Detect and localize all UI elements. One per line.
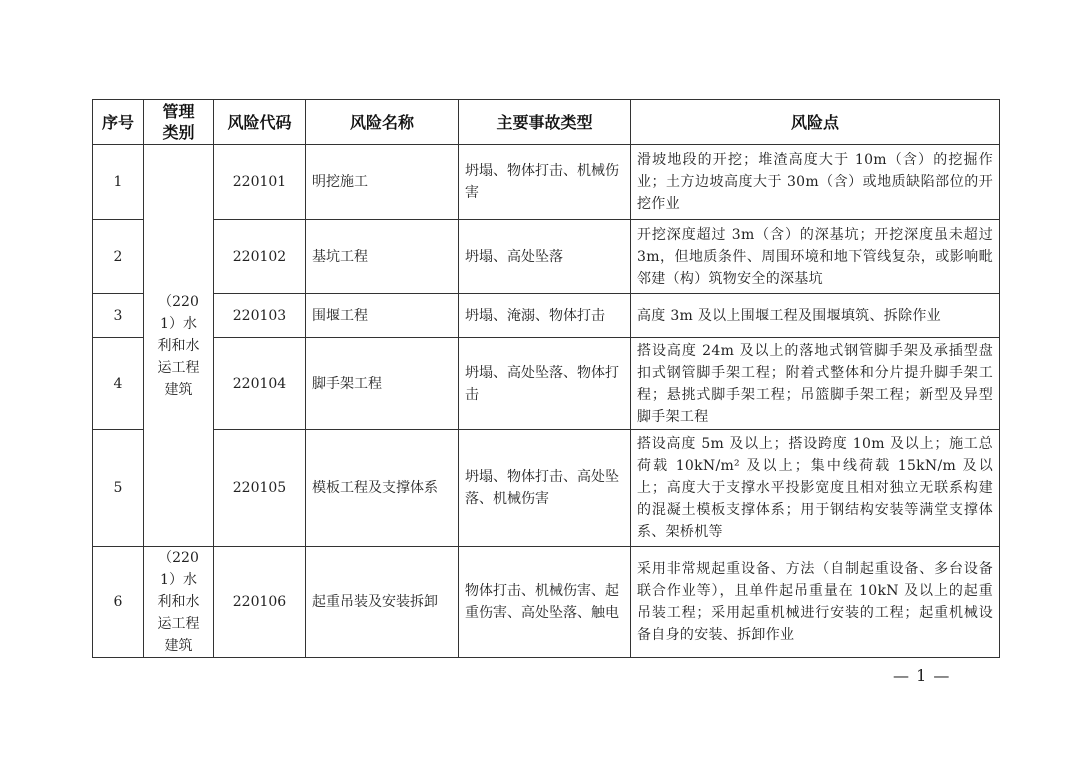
- cell-code: 220101: [214, 145, 306, 220]
- header-name: 风险名称: [306, 100, 459, 145]
- cell-seq: 5: [93, 430, 144, 547]
- cell-seq: 3: [93, 294, 144, 338]
- cell-accident-type: 坍塌、高处坠落、物体打击: [459, 338, 631, 430]
- cell-seq: 2: [93, 220, 144, 294]
- cell-accident-type: 坍塌、物体打击、机械伤害: [459, 145, 631, 220]
- header-seq: 序号: [93, 100, 144, 145]
- cell-accident-type: 坍塌、淹溺、物体打击: [459, 294, 631, 338]
- cell-seq: 1: [93, 145, 144, 220]
- cell-risk-points: 滑坡地段的开挖；堆渣高度大于 10m（含）的挖掘作业；土方边坡高度大于 30m（含）或地质缺陷部位的开挖作业: [631, 145, 1000, 220]
- cell-risk-points: 采用非常规起重设备、方法（自制起重设备、多台设备联合作业等），且单件起吊重量在 10kN 及以上的起重吊装工程；采用起重机械进行安装的工程；起重机械设备自身的安装、拆卸作业: [631, 547, 1000, 658]
- cell-code: 220103: [214, 294, 306, 338]
- cell-category: （2201）水利和水运工程建筑: [144, 547, 214, 658]
- table-row: [93, 338, 1000, 430]
- table-row: [93, 294, 1000, 338]
- cell-accident-type: 物体打击、机械伤害、起重伤害、高处坠落、触电: [459, 547, 631, 658]
- cell-seq: 4: [93, 338, 144, 430]
- cell-code: 220102: [214, 220, 306, 294]
- cell-risk-points: 搭设高度 5m 及以上；搭设跨度 10m 及以上；施工总荷载 10kN/m² 及以上；集中线荷载 15kN/m 及以上；高度大于支撑水平投影宽度且相对独立无联系构建的混凝土模板支撑体系；用于钢结构安装等满堂支撑体系、架桥机等: [631, 430, 1000, 547]
- header-points: 风险点: [631, 100, 1000, 145]
- cell-accident-type: 坍塌、高处坠落: [459, 220, 631, 294]
- cell-risk-name: 模板工程及支撑体系: [306, 430, 459, 547]
- cell-accident-type: 坍塌、物体打击、高处坠落、机械伤害: [459, 430, 631, 547]
- header-row: [93, 100, 1000, 145]
- cell-risk-points: 搭设高度 24m 及以上的落地式钢管脚手架及承插型盘扣式钢管脚手架工程；附着式整体和分片提升脚手架工程；悬挑式脚手架工程；吊篮脚手架工程；新型及异型脚手架工程: [631, 338, 1000, 430]
- table-row: [93, 547, 1000, 658]
- risk-table: [92, 99, 1000, 658]
- table-row: [93, 145, 1000, 220]
- cell-code: 220106: [214, 547, 306, 658]
- cell-risk-points: 开挖深度超过 3m（含）的深基坑；开挖深度虽未超过 3m，但地质条件、周围环境和地下管线复杂，或影响毗邻建（构）筑物安全的深基坑: [631, 220, 1000, 294]
- table-header: [93, 100, 1000, 145]
- cell-risk-points: 高度 3m 及以上围堰工程及围堰填筑、拆除作业: [631, 294, 1000, 338]
- cell-category-group: （2201）水利和水运工程建筑: [144, 145, 214, 547]
- page-number: — 1 —: [893, 666, 951, 685]
- cell-risk-name: 明挖施工: [306, 145, 459, 220]
- table-row: [93, 220, 1000, 294]
- cell-risk-name: 脚手架工程: [306, 338, 459, 430]
- cell-code: 220105: [214, 430, 306, 547]
- header-code: 风险代码: [214, 100, 306, 145]
- table-body: [93, 145, 1000, 658]
- cell-seq: 6: [93, 547, 144, 658]
- header-category: 管理类别: [144, 100, 214, 145]
- cell-risk-name: 起重吊装及安装拆卸: [306, 547, 459, 658]
- table-row: [93, 430, 1000, 547]
- cell-code: 220104: [214, 338, 306, 430]
- cell-risk-name: 基坑工程: [306, 220, 459, 294]
- header-accident: 主要事故类型: [459, 100, 631, 145]
- cell-risk-name: 围堰工程: [306, 294, 459, 338]
